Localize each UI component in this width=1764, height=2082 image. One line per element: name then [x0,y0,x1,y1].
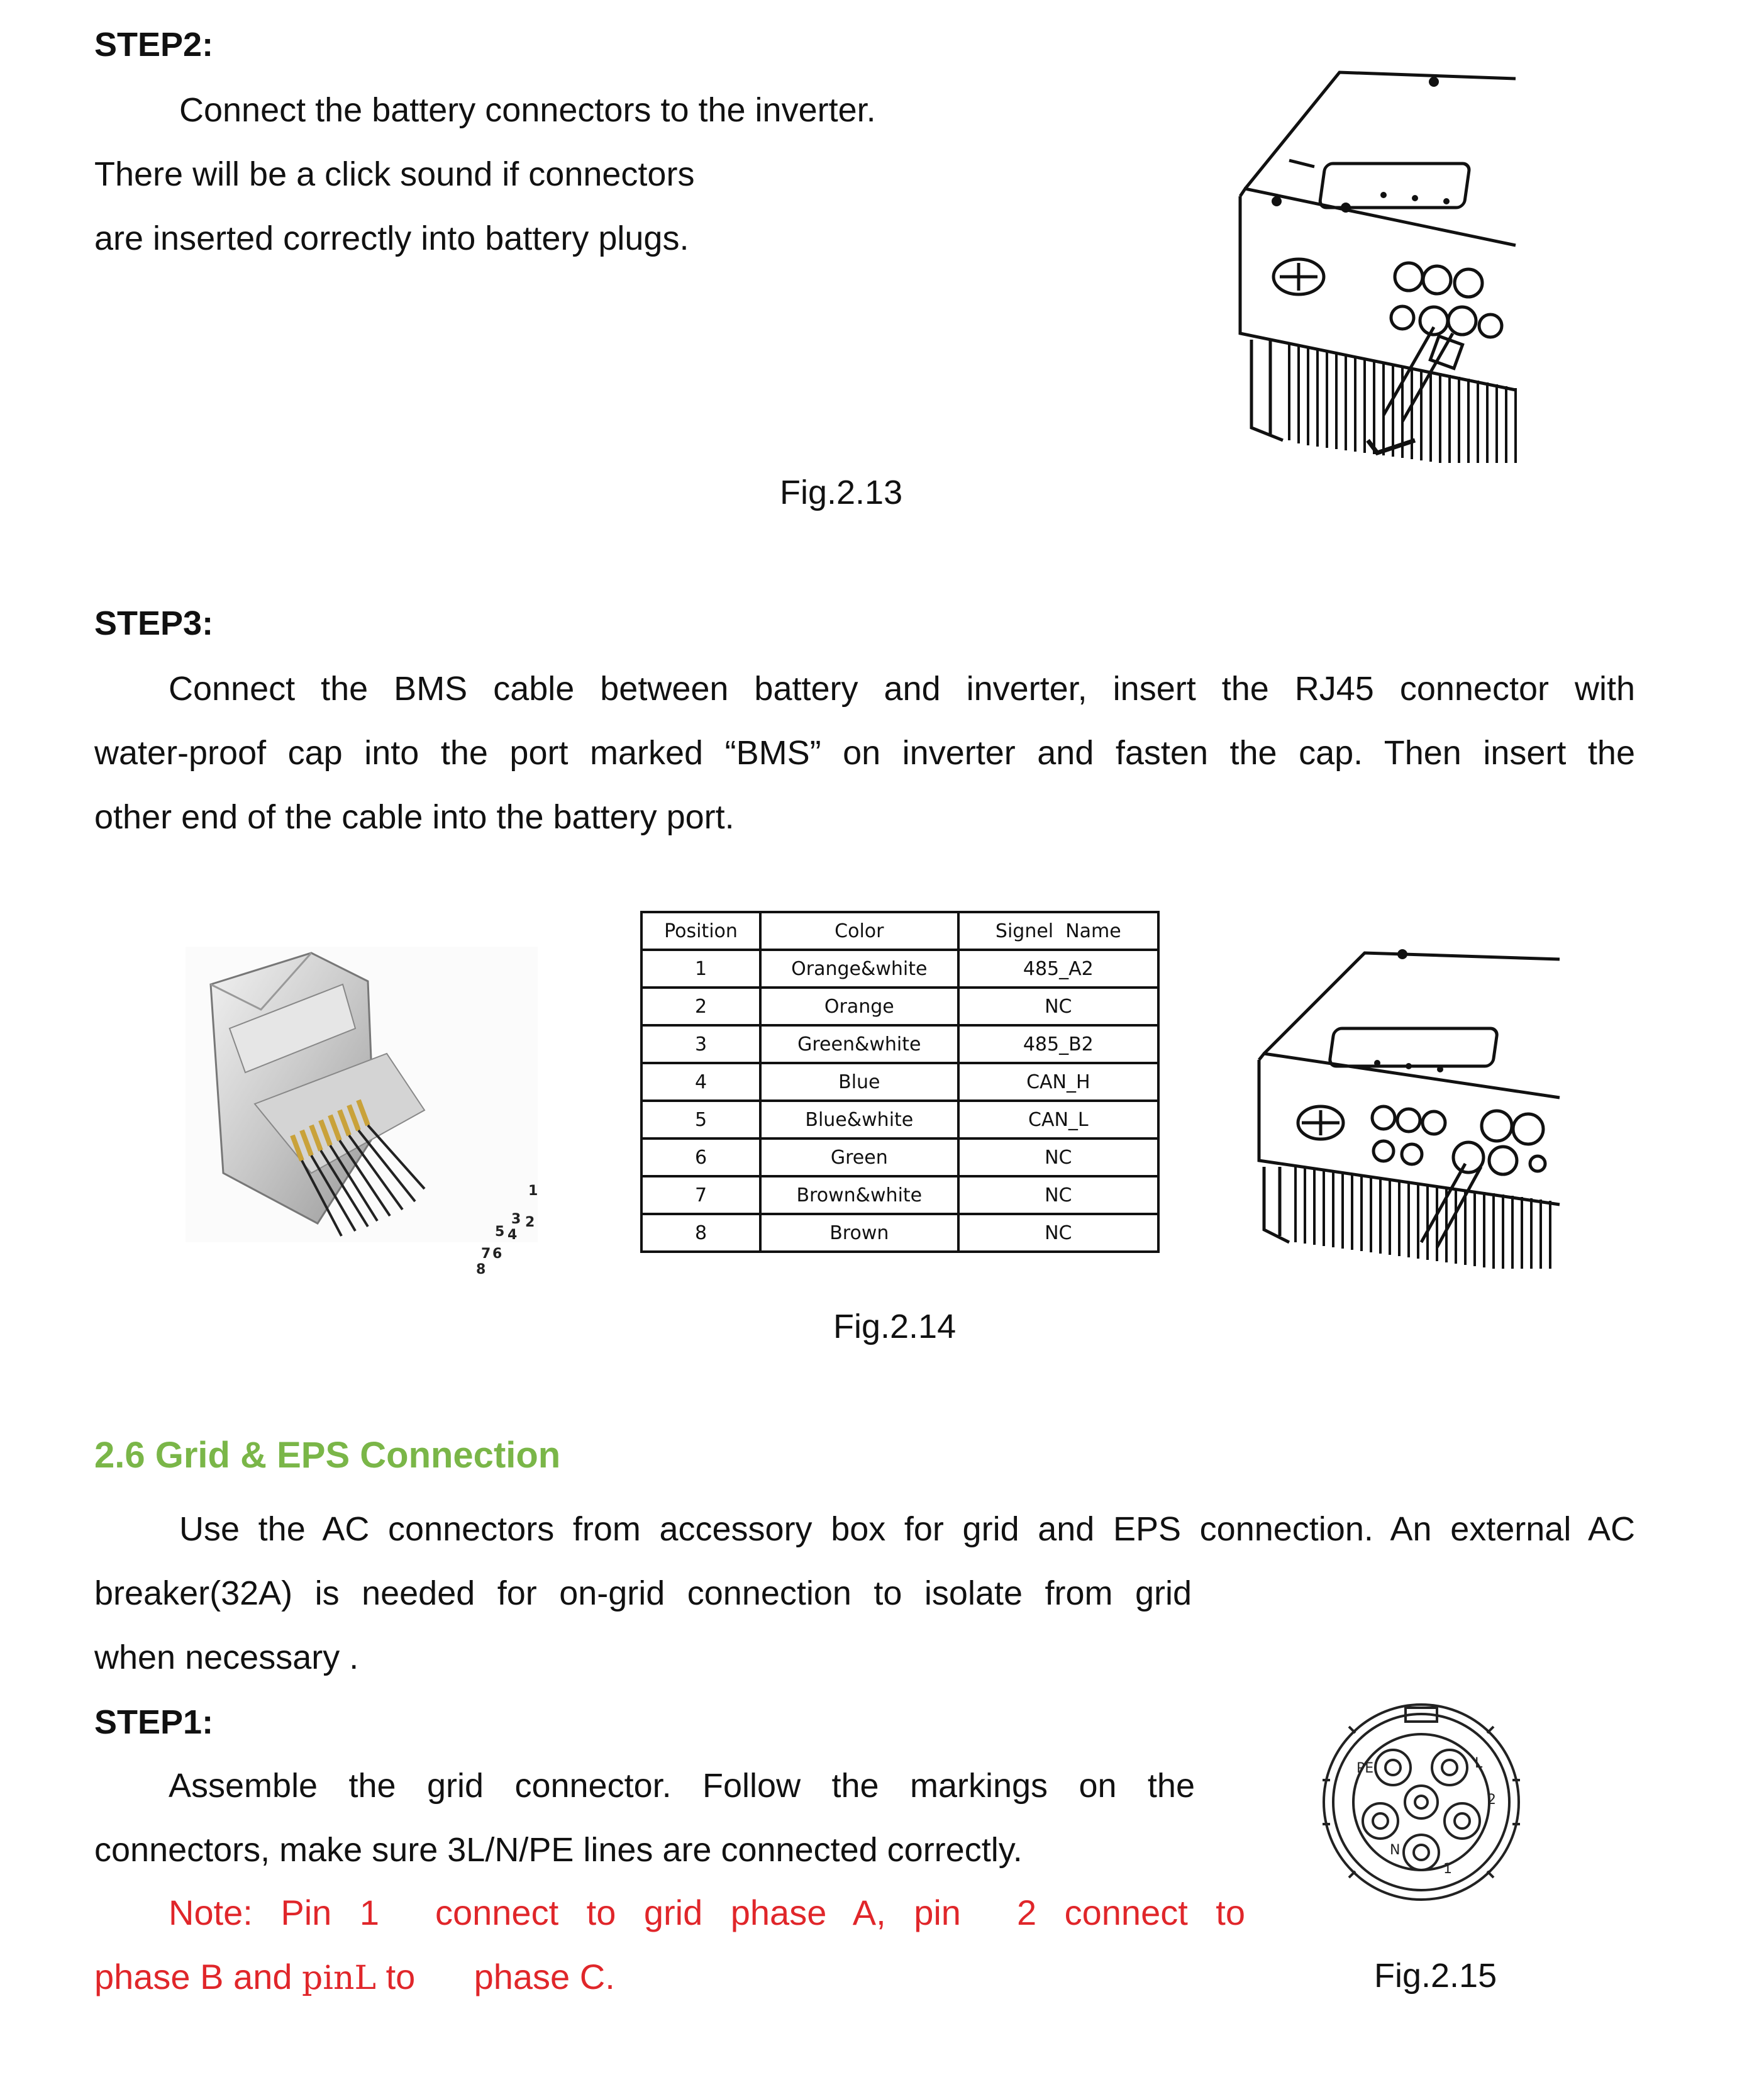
header-position: Position [641,912,760,950]
table-row [641,988,1158,1025]
cell-color: Green&white [760,1025,958,1063]
rj45-pin-label-7: 7 [481,1246,491,1262]
fig-2-15-caption: Fig.2.15 [1374,1957,1497,1995]
step2-title: STEP2: [94,26,214,64]
connector-label-l: L [1475,1756,1483,1771]
section-text [94,1497,1635,1690]
cell-color: Blue&white [760,1101,958,1138]
cell-color: Brown [760,1214,958,1252]
bms-pin-table [640,911,1160,1253]
step2-line-1: Connect the battery connectors to the inverter. [179,91,876,129]
table-row [641,1214,1158,1252]
cell-signal: NC [958,1138,1158,1176]
note-line-2 [94,1945,1245,2010]
note-line-2b: to [386,1957,416,1996]
fig-2-13-caption: Fig.2.13 [780,474,903,511]
note-line-2a: phase B and [94,1957,292,1996]
step2-text [94,78,1038,270]
header-color: Color [760,912,958,950]
step3-line-3: other end of the cable into the battery port. [94,798,735,836]
rj45-pin-label-6: 6 [492,1246,502,1262]
table-header-row [641,912,1158,950]
note-line-1: Note: Pin 1 connect to grid phase A, pin 2 connect to [169,1893,1245,1932]
table-row [641,1138,1158,1176]
step2-line-2: There will be a click sound if connectors [94,155,695,193]
rj45-pin-label-2: 2 [525,1215,535,1230]
ac-connector-illustration [1317,1698,1525,1906]
cell-position: 4 [641,1063,760,1101]
rj45-pin-label-8: 8 [476,1262,486,1278]
table-row [641,1101,1158,1138]
cell-position: 6 [641,1138,760,1176]
cell-signal: NC [958,1214,1158,1252]
step2-line-3: are inserted correctly into battery plugs. [94,220,689,257]
step1-title: STEP1: [94,1703,214,1741]
cell-color: Orange&white [760,950,958,988]
step3-text [94,657,1635,849]
step3-line-2: water-proof cap into the port marked “BMS” on inverter and fasten the cap. Then insert the [94,734,1635,772]
connector-label-n: N [1390,1842,1401,1858]
cell-signal: NC [958,988,1158,1025]
cell-signal: 485_B2 [958,1025,1158,1063]
table-row [641,1176,1158,1214]
cell-color: Orange [760,988,958,1025]
rj45-pin-label-5: 5 [495,1224,505,1240]
cell-position: 2 [641,988,760,1025]
step1-line-1: Assemble the grid connector. Follow the markings on the [169,1767,1195,1805]
connector-label-pe: PE [1356,1761,1374,1776]
note-line-2c: phase C. [474,1957,615,1996]
step3-line-1: Connect the BMS cable between battery and inverter, insert the RJ45 connector with [169,670,1635,708]
cell-signal: NC [958,1176,1158,1214]
step1-text [94,1754,1195,1882]
header-signal-name: Signel Name [958,912,1158,950]
cell-position: 3 [641,1025,760,1063]
cell-signal: 485_A2 [958,950,1158,988]
rj45-connector-illustration [186,947,544,1286]
rj45-pin-label-3: 3 [511,1211,521,1227]
cell-color: Blue [760,1063,958,1101]
connector-label-1: 1 [1443,1861,1452,1877]
cell-position: 1 [641,950,760,988]
cell-position: 5 [641,1101,760,1138]
step3-title: STEP3: [94,604,214,642]
inverter-bms-illustration [1251,947,1566,1274]
cell-color: Brown&white [760,1176,958,1214]
inverter-battery-illustration [1226,63,1528,465]
connector-label-2: 2 [1487,1792,1496,1808]
table-row [641,1025,1158,1063]
cell-position: 7 [641,1176,760,1214]
table-row [641,1063,1158,1101]
note-pin-label: pinL [302,1959,376,1997]
table-row [641,950,1158,988]
cell-position: 8 [641,1214,760,1252]
rj45-pin-label-4: 4 [508,1227,518,1243]
section-line-3: when necessary . [94,1639,359,1676]
rj45-pin-label-1: 1 [528,1183,538,1199]
cell-color: Green [760,1138,958,1176]
cell-signal: CAN_H [958,1063,1158,1101]
grid-note [94,1881,1245,2010]
cell-signal: CAN_L [958,1101,1158,1138]
section-line-1: Use the AC connectors from accessory box for grid and EPS connection. An external AC [179,1510,1635,1548]
section-heading: 2.6 Grid & EPS Connection [94,1435,561,1476]
step1-line-2: connectors, make sure 3L/N/PE lines are connected correctly. [94,1831,1023,1869]
section-line-2: breaker(32A) is needed for on-grid connection to isolate from grid [94,1574,1192,1612]
fig-2-14-caption: Fig.2.14 [833,1308,957,1345]
